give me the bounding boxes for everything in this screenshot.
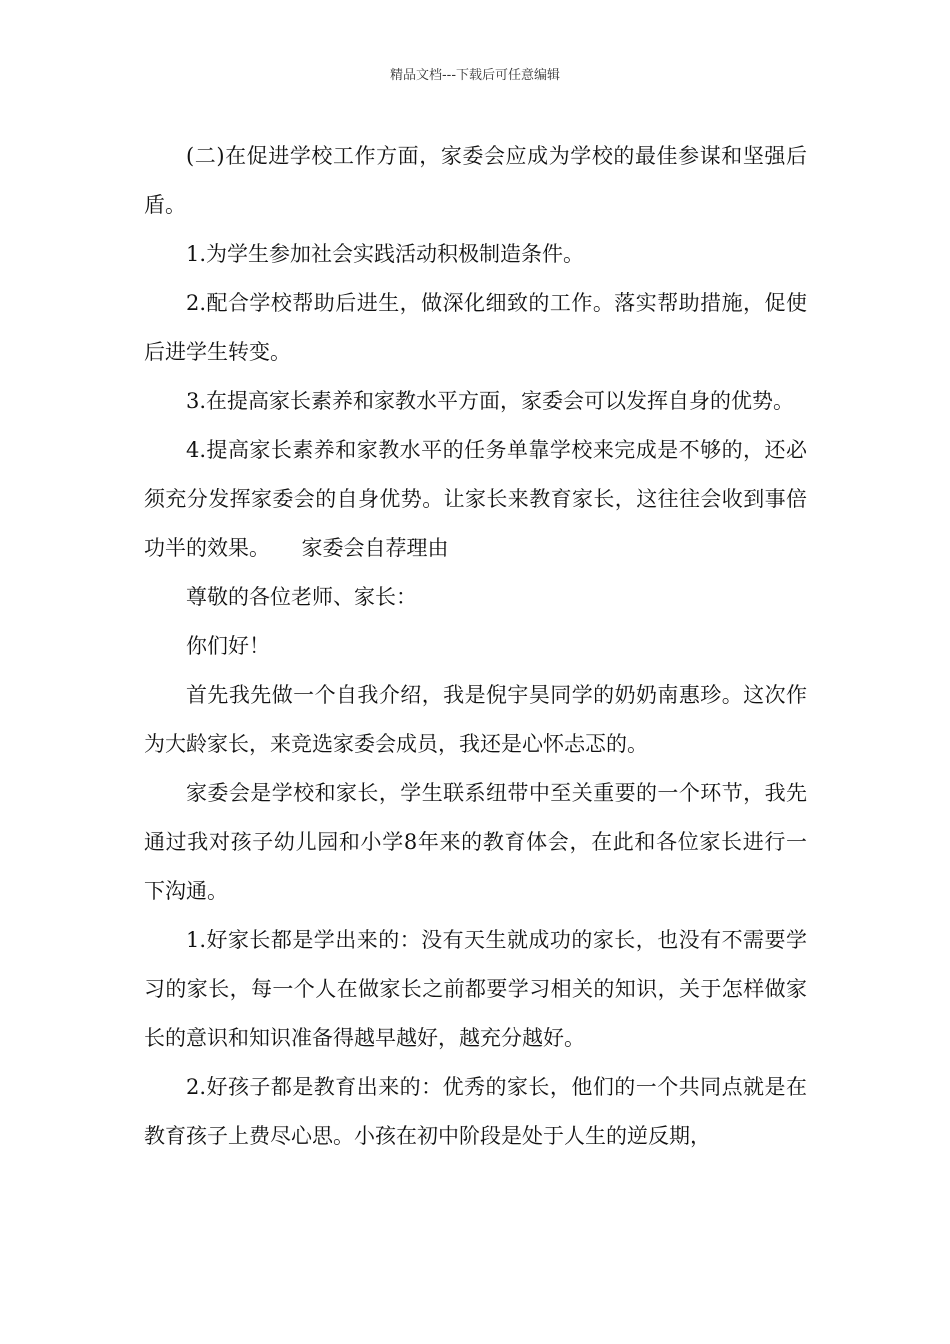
paragraph-introduction: 首先我先做一个自我介绍，我是倪宇昊同学的奶奶南惠珍。这次作为大龄家长，来竞选家委会成员，我还是心怀忐忑的。 [144, 683, 807, 756]
paragraph-committee-role: 家委会是学校和家长，学生联系纽带中至关重要的一个环节，我先通过我对孩子幼儿园和小学8年来的教育体会，在此和各位家长进行一下沟通。 [144, 781, 807, 903]
paragraph-item-1: 1.为学生参加社会实践活动积极制造条件。 [186, 242, 585, 266]
document-body [144, 132, 807, 1161]
paragraph-point-2: 2.好孩子都是教育出来的：优秀的家长，他们的一个共同点就是在教育孩子上费尽心思。小孩在初中阶段是处于人生的逆反期， [144, 1075, 807, 1148]
paragraph-item-4: 4.提高家长素养和家教水平的任务单靠学校来完成是不够的，还必须充分发挥家委会的自身优势。让家长来教育家长，这往往会收到事倍功半的效果。 家委会自荐理由 [144, 438, 807, 560]
paragraph-item-2: 2.配合学校帮助后进生，做深化细致的工作。落实帮助措施，促使后进学生转变。 [144, 291, 807, 364]
paragraph-section-two: (二)在促进学校工作方面，家委会应成为学校的最佳参谋和坚强后盾。 [144, 144, 807, 217]
page-header: 精品文档---下载后可任意编辑 [389, 68, 561, 83]
paragraph-greeting: 你们好！ [186, 634, 270, 658]
paragraph-salutation: 尊敬的各位老师、家长： [186, 585, 417, 609]
paragraph-item-3: 3.在提高家长素养和家教水平方面，家委会可以发挥自身的优势。 [186, 389, 795, 413]
paragraph-point-1: 1.好家长都是学出来的：没有天生就成功的家长，也没有不需要学习的家长，每一个人在做家长之前都要学习相关的知识，关于怎样做家长的意识和知识准备得越早越好，越充分越好。 [144, 928, 807, 1050]
